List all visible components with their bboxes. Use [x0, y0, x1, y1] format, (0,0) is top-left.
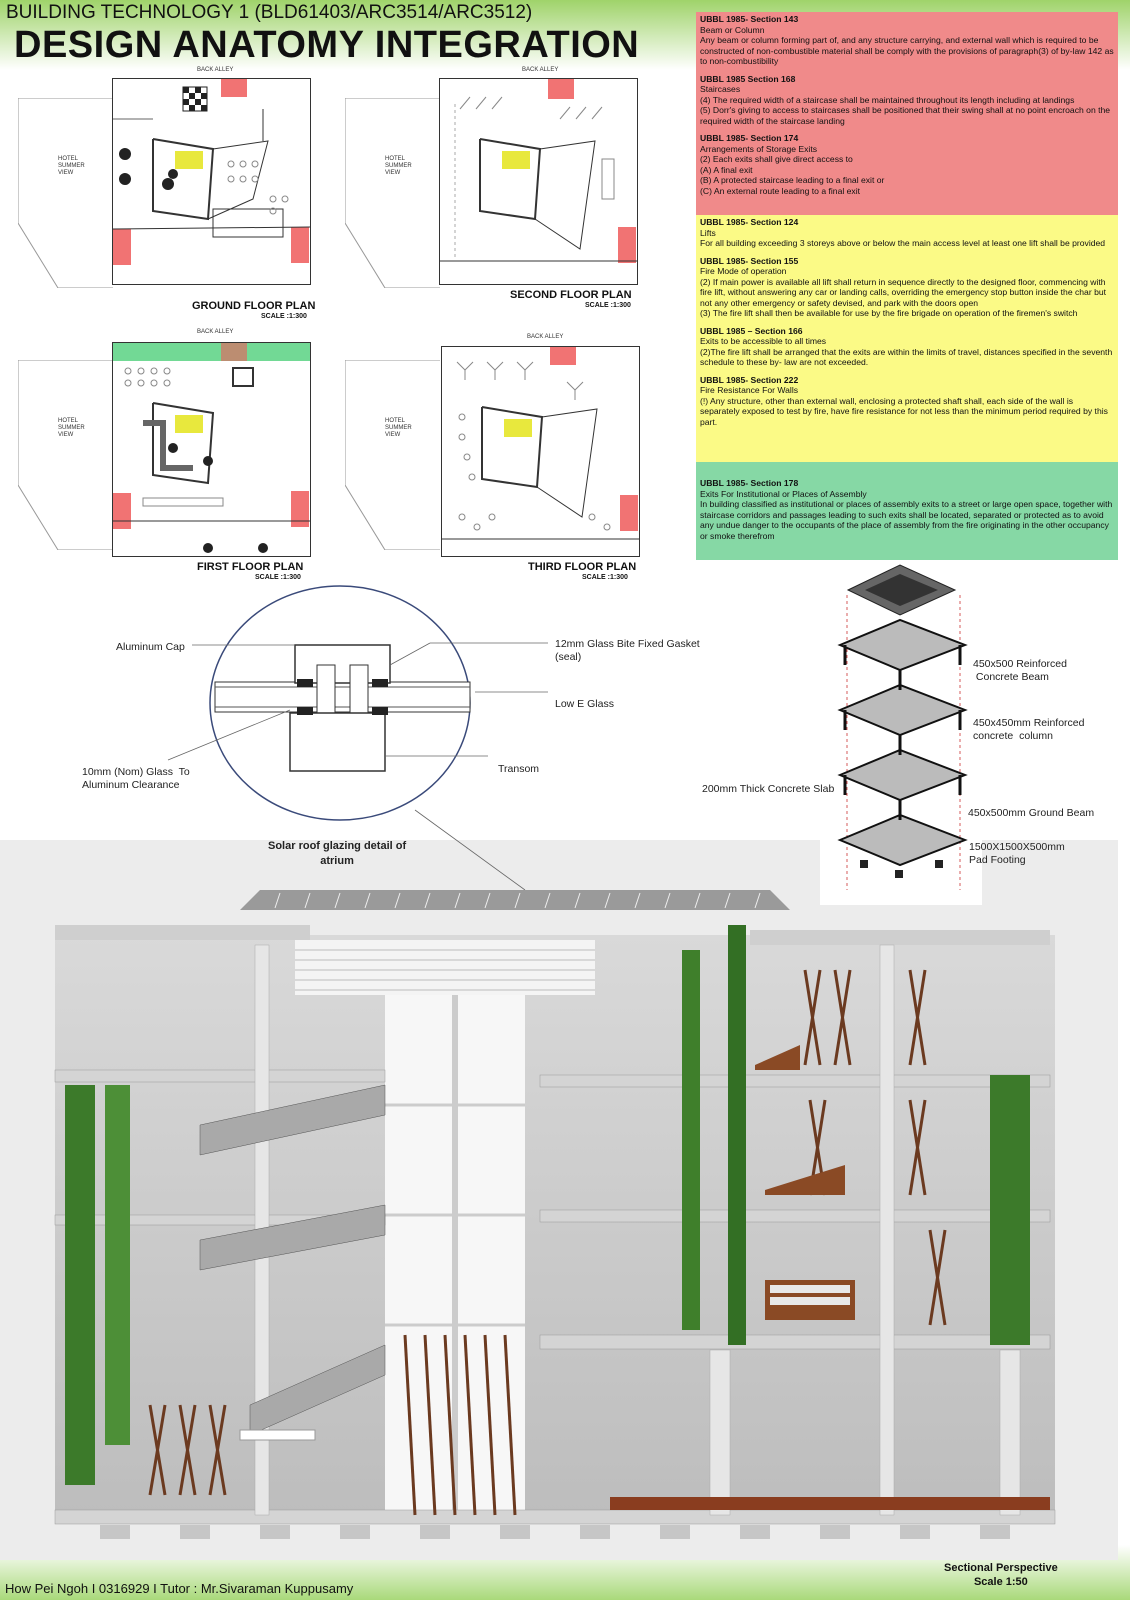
label-aluminum-cap: Aluminum Cap	[116, 641, 185, 653]
ubbl-section-text: Fire Resistance For Walls	[700, 385, 799, 395]
ubbl-section-text: Arrangements of Storage Exits	[700, 143, 818, 154]
page-title: DESIGN ANATOMY INTEGRATION	[14, 24, 640, 66]
label-glass-gasket: 12mm Glass Bite Fixed Gasket (seal)	[555, 638, 700, 663]
third-floor-title: THIRD FLOOR PLAN	[528, 561, 637, 573]
ubbl-section-text: (3) The fire lift shall then be available for use by the fire brigade on operation of the firemen's switch	[700, 308, 1078, 318]
ubbl-red-box	[696, 12, 1118, 215]
hotel-outline-ground	[18, 98, 113, 288]
back-alley-label: BACK ALLEY	[197, 67, 234, 73]
ubbl-section-text: Exits to be accessible to all times	[700, 336, 827, 346]
ubbl-section-text: (2) Each exits shall give direct access to	[700, 154, 853, 164]
ubbl-section-text: (B) A protected staircase leading to a final exit or	[700, 175, 885, 185]
label-concrete-column: 450x450mm Reinforced concrete column	[973, 717, 1085, 742]
ubbl-section-text: Lifts	[700, 227, 716, 238]
ground-floor-title: GROUND FLOOR PLAN	[192, 300, 316, 312]
label-concrete-beam: 450x500 Reinforced Concrete Beam	[973, 658, 1067, 683]
back-alley-label: BACK ALLEY	[197, 329, 234, 335]
label-low-e-glass: Low E Glass	[555, 698, 614, 710]
ubbl-section-title: UBBL 1985- Section 222	[700, 374, 799, 385]
label-glass-clearance: 10mm (Nom) Glass To Aluminum Clearance	[82, 766, 190, 791]
section-title: Sectional Perspective Scale 1:50	[944, 1562, 1058, 1588]
sectional-perspective-render	[50, 885, 1080, 1565]
course-title: BUILDING TECHNOLOGY 1 (BLD61403/ARC3514/ARC3512)	[6, 2, 533, 23]
ubbl-section-text: Any beam or column forming part of, and any structure carrying, and external wall which is required to be constructed of non-combustible material shall be comply with the provisions of paragraph(3) of by-law 142 as to non-combustibility	[700, 35, 1114, 66]
back-alley-label: BACK ALLEY	[527, 334, 564, 340]
hotel-view-label: HOTEL SUMMER VIEW	[385, 418, 412, 438]
back-alley-label: BACK ALLEY	[522, 67, 559, 73]
ground-floor-plan	[112, 78, 311, 285]
ubbl-section-text: (!) Any structure, other than external wall, enclosing a protected shaft shall, each side of the wall is separately exposed to test by fire, have fire resistance for not less than the minimum period required by this part.	[700, 395, 1108, 427]
first-floor-plan	[112, 342, 311, 557]
ubbl-section-text: (4) The required width of a staircase shall be maintained throughout its length including at landings	[700, 94, 1075, 105]
exploded-structure-diagram	[820, 560, 982, 905]
ubbl-section-title: UBBL 1985 – Section 166	[700, 325, 803, 336]
glazing-caption: Solar roof glazing detail of atrium	[268, 840, 407, 867]
label-concrete-slab: 200mm Thick Concrete Slab	[702, 783, 835, 795]
third-floor-plan	[441, 346, 640, 557]
ubbl-section-title: UBBL 1985- Section 174	[700, 133, 799, 143]
hotel-view-label: HOTEL SUMMER VIEW	[385, 156, 412, 176]
second-floor-plan	[439, 78, 638, 285]
label-transom: Transom	[498, 763, 540, 775]
hotel-outline-third	[345, 360, 440, 550]
third-floor-scale: SCALE :1:300	[582, 574, 628, 581]
label-ground-beam: 450x500mm Ground Beam	[968, 807, 1095, 819]
hotel-outline-second	[345, 98, 440, 288]
second-floor-scale: SCALE :1:300	[585, 302, 631, 309]
label-pad-footing: 1500X1500X500mm Pad Footing	[969, 841, 1065, 866]
ubbl-section-title: UBBL 1985- Section 124	[700, 217, 799, 227]
first-floor-scale: SCALE :1:300	[255, 574, 301, 581]
ubbl-section-text: Staircases	[700, 84, 741, 94]
hotel-view-label: HOTEL SUMMER VIEW	[58, 418, 85, 438]
ubbl-section-text: Fire Mode of operation	[700, 266, 787, 276]
second-floor-title: SECOND FLOOR PLAN	[510, 289, 632, 301]
ubbl-yellow-box	[696, 215, 1118, 462]
ubbl-section-title: UBBL 1985- Section 143	[700, 14, 799, 24]
first-floor-title: FIRST FLOOR PLAN	[197, 561, 304, 573]
ubbl-section-text: (2)The fire lift shall be arranged that the exits are within the limits of travel, distances specified in the seventh schedule to these by- law are not exceeded.	[700, 346, 1113, 367]
ubbl-section-text: (5) Dorr's giving to access to staircases shall be positioned that their swing shall at no point encroach on the required width of the staircase landing	[700, 105, 1111, 126]
ubbl-section-text: Exits For Institutional or Places of Assembly	[700, 488, 867, 499]
ubbl-section-text: In building classified as institutional or places of assembly exits to a street or large open space, together with staircase corridors and passages leading to such exits shall be located, separated or protected as to avoid any undue danger to the occupants of the place of assembly from the fire originating in the other occupancy or smoke therefrom	[700, 499, 1113, 541]
author-credit: How Pei Ngoh I 0316929 I Tutor : Mr.Sivaraman Kuppusamy	[5, 1581, 354, 1596]
hotel-outline-first	[18, 360, 113, 550]
ubbl-section-title: UBBL 1985- Section 178	[700, 478, 799, 488]
ubbl-section-text: Beam or Column	[700, 24, 765, 35]
ubbl-section-text: (A) A final exit	[700, 164, 753, 175]
ubbl-section-title: UBBL 1985 Section 168	[700, 73, 796, 84]
ubbl-section-text: (C) An external route leading to a final exit	[700, 185, 861, 196]
ubbl-green-box	[696, 462, 1118, 560]
ubbl-section-title: UBBL 1985- Section 155	[700, 255, 799, 266]
ubbl-section-text: (2) If main power is available all lift shall return in sequence directly to the designed floor, commencing with fire lift, without answering any car or landing calls, overriding the emergency stop button inside the char but not any other emergency or safety devised, and park with the doors open	[700, 276, 1107, 308]
ubbl-section-text: For all building exceeding 3 storeys above or below the main access level at least one lift shall be provided	[700, 238, 1106, 248]
ground-floor-scale: SCALE :1:300	[261, 313, 307, 320]
hotel-view-label: HOTEL SUMMER VIEW	[58, 156, 85, 176]
